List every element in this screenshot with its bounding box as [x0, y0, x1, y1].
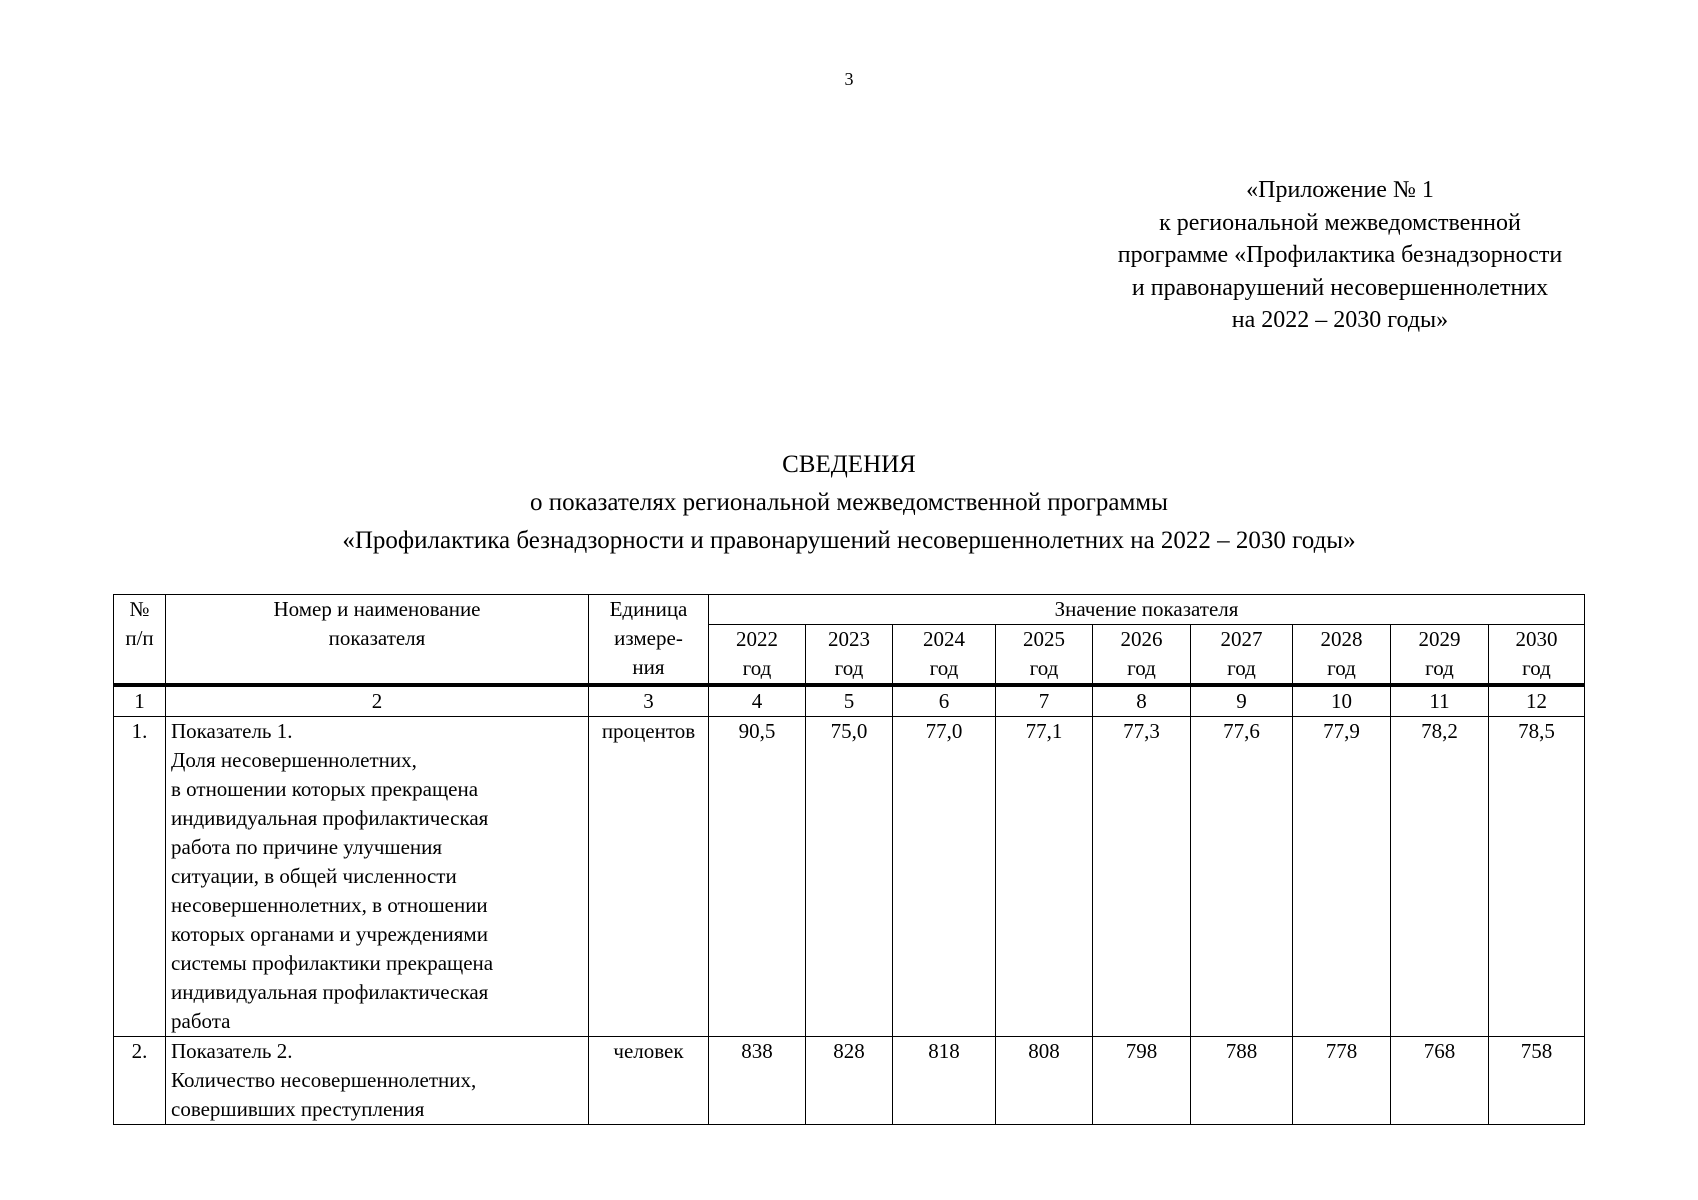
appendix-note — [1040, 174, 1640, 337]
header-year-suffix: год — [1029, 656, 1059, 680]
indicator-value: 798 — [1093, 1037, 1191, 1125]
indicator-name-line: несовершеннолетних, в отношении — [171, 893, 488, 917]
column-number: 5 — [806, 685, 893, 717]
header-year-value: 2026 — [1120, 627, 1163, 651]
indicator-name-line: ситуации, в общей численности — [171, 864, 457, 888]
header-unit-line: ния — [632, 655, 665, 679]
column-number: 10 — [1293, 685, 1391, 717]
header-year-suffix: год — [1327, 656, 1356, 680]
header-name-line: Номер и наименование — [273, 597, 481, 621]
header-unit-line: Единица — [609, 597, 688, 621]
indicator-name-line: Доля несовершеннолетних, — [171, 748, 417, 772]
indicator-value: 758 — [1489, 1037, 1585, 1125]
header-year-suffix: год — [929, 656, 959, 680]
column-number: 8 — [1093, 685, 1191, 717]
indicators-table — [113, 594, 1585, 1125]
document-heading — [0, 446, 1698, 560]
column-number: 6 — [893, 685, 996, 717]
header-year-suffix: год — [1425, 656, 1454, 680]
header-year-value: 2023 — [828, 627, 870, 651]
header-unit — [589, 595, 709, 686]
header-year — [1391, 625, 1489, 686]
header-name — [166, 595, 589, 686]
indicator-value: 78,5 — [1489, 717, 1585, 1037]
indicator-name-line: системы профилактики прекращена — [171, 951, 494, 975]
appendix-line: программе «Профилактика безнадзорности — [1117, 242, 1563, 268]
indicator-value: 77,9 — [1293, 717, 1391, 1037]
indicator-name-line: индивидуальная профилактическая — [171, 806, 489, 830]
indicator-value: 90,5 — [709, 717, 806, 1037]
column-number: 1 — [114, 685, 166, 717]
row-number: 1. — [114, 717, 166, 1037]
indicator-value: 788 — [1191, 1037, 1293, 1125]
header-unit-line: измере- — [614, 626, 683, 650]
heading-subtitle: о показателях региональной межведомственной программы — [530, 489, 1168, 516]
indicator-name-line: работа — [171, 1009, 231, 1033]
appendix-line: на 2022 – 2030 годы» — [1231, 307, 1449, 333]
header-year — [709, 625, 806, 686]
table-row — [114, 717, 1585, 1037]
indicator-name-line: работа по причине улучшения — [171, 835, 443, 859]
column-numbers-row — [114, 685, 1585, 717]
indicator-name-line: индивидуальная профилактическая — [171, 980, 489, 1004]
column-number: 7 — [996, 685, 1093, 717]
indicator-name-line: Количество несовершеннолетних, — [171, 1068, 477, 1092]
header-year — [1191, 625, 1293, 686]
row-number: 2. — [114, 1037, 166, 1125]
indicator-value: 77,3 — [1093, 717, 1191, 1037]
header-year — [1489, 625, 1585, 686]
indicator-value: 77,0 — [893, 717, 996, 1037]
table-body — [114, 717, 1585, 1125]
header-year-suffix: год — [742, 656, 772, 680]
indicator-name-line: в отношении которых прекращена — [171, 777, 479, 801]
header-year-value: 2028 — [1320, 627, 1363, 651]
indicator-name-line: Показатель 1. — [171, 719, 293, 743]
table-row — [114, 1037, 1585, 1125]
header-year — [893, 625, 996, 686]
appendix-line: к региональной межведомственной — [1159, 209, 1521, 236]
indicator-value: 838 — [709, 1037, 806, 1125]
header-num-line: № — [129, 597, 150, 621]
column-number: 11 — [1391, 685, 1489, 717]
header-year — [1293, 625, 1391, 686]
header-year-value: 2027 — [1220, 627, 1263, 651]
header-year-value: 2029 — [1418, 627, 1461, 651]
indicator-value: 778 — [1293, 1037, 1391, 1125]
indicator-name-line: совершивших преступления — [171, 1097, 425, 1121]
header-year-suffix: год — [1227, 656, 1256, 680]
header-year-value: 2030 — [1515, 627, 1558, 651]
column-number: 12 — [1489, 685, 1585, 717]
column-number: 3 — [589, 685, 709, 717]
appendix-line: «Приложение № 1 — [1246, 177, 1434, 203]
header-year — [1093, 625, 1191, 686]
indicator-name — [166, 717, 589, 1037]
indicator-value: 818 — [893, 1037, 996, 1125]
header-year-value: 2022 — [736, 627, 778, 651]
header-year-suffix: год — [1127, 656, 1156, 680]
header-row — [114, 595, 1585, 625]
header-year-suffix: год — [1522, 656, 1551, 680]
appendix-line: и правонарушений несовершеннолетних — [1131, 274, 1549, 301]
indicator-unit: процентов — [589, 717, 709, 1037]
indicator-value: 77,1 — [996, 717, 1093, 1037]
header-name-line: показателя — [328, 626, 426, 650]
header-num-line: п/п — [125, 626, 154, 650]
indicator-value: 828 — [806, 1037, 893, 1125]
column-number: 2 — [166, 685, 589, 717]
header-year-value: 2025 — [1023, 627, 1065, 651]
header-year — [996, 625, 1093, 686]
heading-program-name: «Профилактика безнадзорности и правонарушений несовершеннолетних на 2022 – 2030 годы» — [342, 527, 1356, 554]
heading-title: СВЕДЕНИЯ — [782, 451, 916, 478]
indicator-value: 78,2 — [1391, 717, 1489, 1037]
indicator-value: 75,0 — [806, 717, 893, 1037]
header-year — [806, 625, 893, 686]
page-number: 3 — [844, 69, 854, 89]
column-number: 4 — [709, 685, 806, 717]
indicator-name-line: которых органами и учреждениями — [171, 922, 488, 946]
header-value-group: Значение показателя — [709, 595, 1585, 625]
header-year-suffix: год — [834, 656, 864, 680]
indicator-name — [166, 1037, 589, 1125]
indicator-name-line: Показатель 2. — [171, 1039, 293, 1063]
header-year-value: 2024 — [923, 627, 965, 651]
column-number: 9 — [1191, 685, 1293, 717]
indicator-unit: человек — [589, 1037, 709, 1125]
indicator-value: 808 — [996, 1037, 1093, 1125]
indicator-value: 77,6 — [1191, 717, 1293, 1037]
indicator-value: 768 — [1391, 1037, 1489, 1125]
header-num — [114, 595, 166, 686]
